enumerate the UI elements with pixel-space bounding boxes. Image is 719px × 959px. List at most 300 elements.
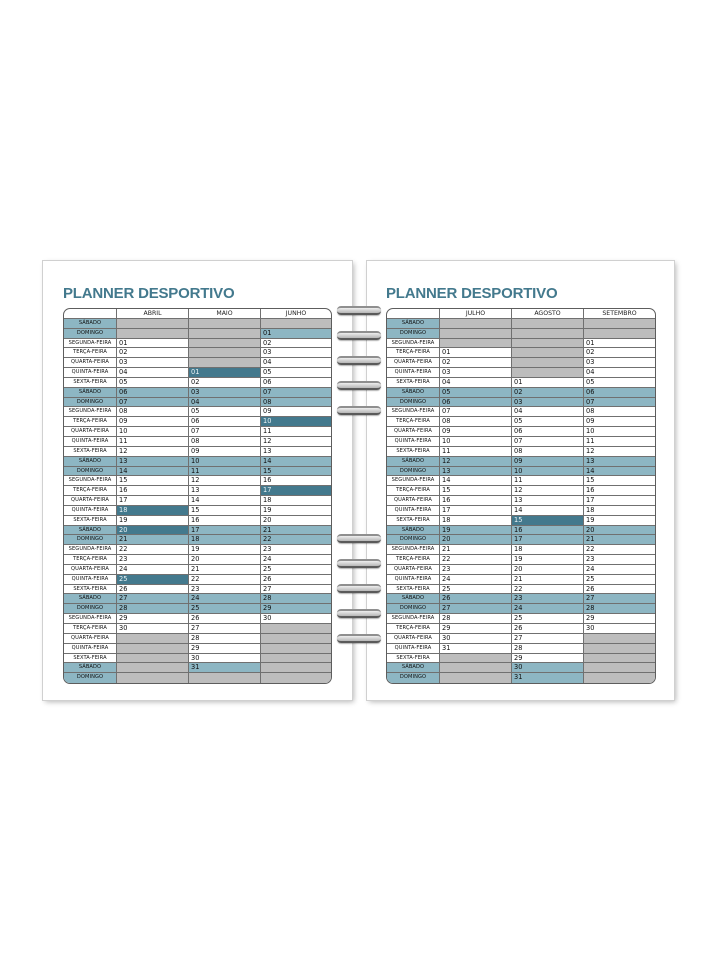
date-cell: 21 [584, 535, 655, 545]
weekday-label: QUINTA-FEIRA [64, 506, 117, 516]
date-cell: 17 [584, 496, 655, 506]
date-cell: 08 [584, 407, 655, 417]
empty-cell [261, 654, 331, 664]
date-cell: 27 [189, 624, 261, 634]
date-cell: 23 [440, 565, 512, 575]
date-cell: 05 [440, 388, 512, 398]
date-cell: 02 [117, 348, 189, 358]
date-cell: 30 [189, 654, 261, 664]
date-cell: 20 [117, 526, 189, 536]
page-title: PLANNER DESPORTIVO [63, 285, 235, 302]
weekday-label: QUARTA-FEIRA [64, 496, 117, 506]
empty-cell [584, 634, 655, 644]
date-cell: 26 [584, 585, 655, 595]
date-cell: 07 [189, 427, 261, 437]
date-cell: 11 [440, 447, 512, 457]
date-cell: 27 [440, 604, 512, 614]
date-cell: 07 [440, 407, 512, 417]
empty-cell [117, 644, 189, 654]
date-cell: 04 [261, 358, 331, 368]
date-cell: 26 [512, 624, 584, 634]
date-cell: 05 [512, 417, 584, 427]
date-cell: 24 [261, 555, 331, 565]
date-cell: 04 [584, 368, 655, 378]
date-cell: 12 [440, 457, 512, 467]
date-cell: 10 [189, 457, 261, 467]
date-cell: 06 [440, 398, 512, 408]
date-cell: 05 [117, 378, 189, 388]
weekday-label: TERÇA-FEIRA [387, 417, 440, 427]
date-cell: 10 [440, 437, 512, 447]
weekday-label: TERÇA-FEIRA [387, 348, 440, 358]
date-cell: 02 [189, 378, 261, 388]
date-cell: 23 [189, 585, 261, 595]
empty-cell [512, 358, 584, 368]
weekday-label: DOMINGO [64, 329, 117, 339]
weekday-label: SEGUNDA-FEIRA [387, 614, 440, 624]
date-cell: 08 [512, 447, 584, 457]
date-cell: 10 [584, 427, 655, 437]
date-cell: 16 [189, 516, 261, 526]
date-cell: 08 [189, 437, 261, 447]
date-cell: 11 [261, 427, 331, 437]
date-cell: 19 [261, 506, 331, 516]
date-cell: 17 [261, 486, 331, 496]
spiral-ring [337, 584, 381, 593]
planner-page-right [367, 261, 674, 700]
weekday-label: SEXTA-FEIRA [387, 447, 440, 457]
date-cell: 25 [189, 604, 261, 614]
weekday-label: SÁBADO [64, 526, 117, 536]
date-cell: 25 [261, 565, 331, 575]
date-cell: 30 [440, 634, 512, 644]
empty-cell [189, 319, 261, 329]
date-cell: 28 [189, 634, 261, 644]
weekday-label: TERÇA-FEIRA [387, 555, 440, 565]
date-cell: 01 [584, 339, 655, 349]
empty-cell [584, 663, 655, 673]
date-cell: 26 [117, 585, 189, 595]
weekday-label: QUINTA-FEIRA [64, 644, 117, 654]
date-cell: 25 [512, 614, 584, 624]
weekday-label: DOMINGO [387, 398, 440, 408]
date-cell: 28 [512, 644, 584, 654]
spiral-ring [337, 609, 381, 618]
weekday-label: QUARTA-FEIRA [387, 634, 440, 644]
empty-cell [440, 319, 512, 329]
date-cell: 13 [189, 486, 261, 496]
weekday-label: TERÇA-FEIRA [387, 486, 440, 496]
weekday-label: SEGUNDA-FEIRA [387, 339, 440, 349]
spiral-ring [337, 331, 381, 340]
page-title: PLANNER DESPORTIVO [386, 285, 558, 302]
empty-cell [261, 644, 331, 654]
date-cell: 20 [512, 565, 584, 575]
date-cell: 02 [584, 348, 655, 358]
date-cell: 26 [440, 594, 512, 604]
date-cell: 22 [189, 575, 261, 585]
weekday-label: SEXTA-FEIRA [64, 378, 117, 388]
weekday-label: TERÇA-FEIRA [64, 486, 117, 496]
date-cell: 31 [440, 644, 512, 654]
date-cell: 18 [261, 496, 331, 506]
date-cell: 12 [261, 437, 331, 447]
weekday-label: SEGUNDA-FEIRA [387, 476, 440, 486]
empty-cell [117, 654, 189, 664]
empty-cell [584, 319, 655, 329]
date-cell: 31 [189, 663, 261, 673]
date-cell: 19 [512, 555, 584, 565]
date-cell: 13 [261, 447, 331, 457]
date-cell: 13 [117, 457, 189, 467]
date-cell: 12 [512, 486, 584, 496]
weekday-label: SEGUNDA-FEIRA [64, 545, 117, 555]
date-cell: 17 [440, 506, 512, 516]
date-cell: 22 [584, 545, 655, 555]
date-cell: 18 [117, 506, 189, 516]
date-cell: 07 [584, 398, 655, 408]
date-cell: 05 [261, 368, 331, 378]
empty-cell [261, 634, 331, 644]
weekday-label: QUINTA-FEIRA [64, 368, 117, 378]
date-cell: 23 [261, 545, 331, 555]
spiral-ring [337, 356, 381, 365]
spiral-ring [337, 534, 381, 543]
empty-cell [440, 673, 512, 683]
weekday-label: SEGUNDA-FEIRA [64, 614, 117, 624]
weekday-label: QUARTA-FEIRA [387, 496, 440, 506]
calendar-grid [64, 309, 331, 683]
weekday-label: TERÇA-FEIRA [64, 555, 117, 565]
date-cell: 28 [117, 604, 189, 614]
weekday-label: SÁBADO [387, 457, 440, 467]
date-cell: 14 [189, 496, 261, 506]
weekday-label: DOMINGO [387, 329, 440, 339]
weekday-label: QUARTA-FEIRA [387, 565, 440, 575]
date-cell: 03 [584, 358, 655, 368]
date-cell: 21 [117, 535, 189, 545]
date-cell: 20 [440, 535, 512, 545]
weekday-label: SEXTA-FEIRA [387, 516, 440, 526]
date-cell: 15 [584, 476, 655, 486]
date-cell: 28 [261, 594, 331, 604]
date-cell: 30 [117, 624, 189, 634]
empty-cell [117, 319, 189, 329]
date-cell: 28 [584, 604, 655, 614]
date-cell: 11 [189, 467, 261, 477]
weekday-label: SEXTA-FEIRA [387, 585, 440, 595]
date-cell: 04 [440, 378, 512, 388]
empty-cell [189, 329, 261, 339]
weekday-label: SÁBADO [64, 388, 117, 398]
empty-cell [512, 319, 584, 329]
date-cell: 07 [512, 437, 584, 447]
month-header: SETEMBRO [584, 309, 655, 319]
date-cell: 18 [189, 535, 261, 545]
empty-cell [440, 339, 512, 349]
weekday-label: DOMINGO [64, 467, 117, 477]
weekday-label: TERÇA-FEIRA [387, 624, 440, 634]
weekday-label: DOMINGO [387, 604, 440, 614]
empty-cell [261, 624, 331, 634]
date-cell: 14 [261, 457, 331, 467]
date-cell: 07 [117, 398, 189, 408]
date-cell: 29 [117, 614, 189, 624]
date-cell: 23 [117, 555, 189, 565]
weekday-label: QUARTA-FEIRA [387, 427, 440, 437]
weekday-label: SEGUNDA-FEIRA [387, 407, 440, 417]
date-cell: 04 [117, 368, 189, 378]
date-cell: 17 [189, 526, 261, 536]
date-cell: 18 [512, 545, 584, 555]
weekday-label: SÁBADO [64, 319, 117, 329]
date-cell: 12 [189, 476, 261, 486]
date-cell: 01 [512, 378, 584, 388]
empty-cell [189, 348, 261, 358]
date-cell: 29 [189, 644, 261, 654]
empty-cell [261, 319, 331, 329]
date-cell: 13 [440, 467, 512, 477]
weekday-label: SÁBADO [387, 388, 440, 398]
date-cell: 09 [512, 457, 584, 467]
date-cell: 09 [189, 447, 261, 457]
spiral-ring [337, 306, 381, 315]
date-cell: 22 [440, 555, 512, 565]
date-cell: 06 [584, 388, 655, 398]
date-cell: 02 [440, 358, 512, 368]
month-header: AGOSTO [512, 309, 584, 319]
empty-cell [584, 673, 655, 683]
empty-cell [117, 329, 189, 339]
empty-cell [512, 368, 584, 378]
spiral-ring [337, 634, 381, 643]
date-cell: 09 [584, 417, 655, 427]
date-cell: 29 [261, 604, 331, 614]
date-cell: 27 [584, 594, 655, 604]
date-cell: 08 [261, 398, 331, 408]
date-cell: 20 [189, 555, 261, 565]
date-cell: 19 [189, 545, 261, 555]
empty-cell [261, 663, 331, 673]
date-cell: 06 [512, 427, 584, 437]
weekday-label: SÁBADO [387, 663, 440, 673]
date-cell: 01 [189, 368, 261, 378]
empty-cell [584, 654, 655, 664]
date-cell: 14 [584, 467, 655, 477]
date-cell: 15 [117, 476, 189, 486]
weekday-label: QUINTA-FEIRA [64, 575, 117, 585]
date-cell: 29 [512, 654, 584, 664]
weekday-label: DOMINGO [387, 535, 440, 545]
calendar-grid [387, 309, 655, 683]
weekday-label: SEXTA-FEIRA [387, 378, 440, 388]
date-cell: 09 [117, 417, 189, 427]
date-cell: 15 [512, 516, 584, 526]
date-cell: 08 [440, 417, 512, 427]
date-cell: 23 [584, 555, 655, 565]
empty-cell [584, 644, 655, 654]
empty-cell [117, 673, 189, 683]
weekday-label: QUINTA-FEIRA [387, 575, 440, 585]
corner-cell [64, 309, 117, 319]
weekday-label: QUARTA-FEIRA [64, 634, 117, 644]
weekday-label: SÁBADO [64, 594, 117, 604]
date-cell: 11 [584, 437, 655, 447]
date-cell: 10 [512, 467, 584, 477]
weekday-label: SEGUNDA-FEIRA [387, 545, 440, 555]
weekday-label: SÁBADO [387, 526, 440, 536]
weekday-label: TERÇA-FEIRA [64, 624, 117, 634]
calendar-table [386, 308, 656, 684]
weekday-label: SEXTA-FEIRA [387, 654, 440, 664]
month-header: ABRIL [117, 309, 189, 319]
date-cell: 26 [261, 575, 331, 585]
date-cell: 27 [117, 594, 189, 604]
empty-cell [512, 348, 584, 358]
spiral-ring [337, 381, 381, 390]
date-cell: 15 [189, 506, 261, 516]
date-cell: 14 [512, 506, 584, 516]
weekday-label: SEGUNDA-FEIRA [64, 476, 117, 486]
date-cell: 03 [512, 398, 584, 408]
date-cell: 13 [584, 457, 655, 467]
date-cell: 19 [117, 516, 189, 526]
date-cell: 29 [440, 624, 512, 634]
weekday-label: QUINTA-FEIRA [387, 368, 440, 378]
date-cell: 30 [584, 624, 655, 634]
weekday-label: SÁBADO [64, 663, 117, 673]
weekday-label: QUARTA-FEIRA [64, 565, 117, 575]
empty-cell [261, 673, 331, 683]
date-cell: 02 [261, 339, 331, 349]
weekday-label: DOMINGO [64, 535, 117, 545]
date-cell: 24 [440, 575, 512, 585]
date-cell: 03 [440, 368, 512, 378]
month-header: JUNHO [261, 309, 331, 319]
weekday-label: SEXTA-FEIRA [64, 516, 117, 526]
date-cell: 20 [584, 526, 655, 536]
date-cell: 27 [261, 585, 331, 595]
month-header: JULHO [440, 309, 512, 319]
date-cell: 25 [440, 585, 512, 595]
date-cell: 14 [440, 476, 512, 486]
date-cell: 09 [261, 407, 331, 417]
weekday-label: DOMINGO [387, 467, 440, 477]
date-cell: 17 [512, 535, 584, 545]
date-cell: 24 [117, 565, 189, 575]
date-cell: 22 [512, 585, 584, 595]
date-cell: 15 [261, 467, 331, 477]
date-cell: 13 [512, 496, 584, 506]
date-cell: 21 [189, 565, 261, 575]
date-cell: 18 [440, 516, 512, 526]
planner-page-left [43, 261, 352, 700]
date-cell: 03 [189, 388, 261, 398]
empty-cell [117, 634, 189, 644]
weekday-label: SEXTA-FEIRA [64, 585, 117, 595]
date-cell: 16 [512, 526, 584, 536]
date-cell: 02 [512, 388, 584, 398]
empty-cell [584, 329, 655, 339]
weekday-label: TERÇA-FEIRA [64, 348, 117, 358]
date-cell: 10 [261, 417, 331, 427]
weekday-label: QUINTA-FEIRA [64, 437, 117, 447]
empty-cell [512, 339, 584, 349]
date-cell: 01 [440, 348, 512, 358]
date-cell: 20 [261, 516, 331, 526]
date-cell: 30 [512, 663, 584, 673]
date-cell: 22 [117, 545, 189, 555]
date-cell: 16 [261, 476, 331, 486]
date-cell: 23 [512, 594, 584, 604]
date-cell: 03 [261, 348, 331, 358]
date-cell: 06 [189, 417, 261, 427]
date-cell: 16 [440, 496, 512, 506]
calendar-table [63, 308, 332, 684]
date-cell: 21 [261, 526, 331, 536]
empty-cell [440, 663, 512, 673]
date-cell: 12 [117, 447, 189, 457]
weekday-label: QUARTA-FEIRA [64, 358, 117, 368]
weekday-label: DOMINGO [64, 398, 117, 408]
weekday-label: QUINTA-FEIRA [387, 437, 440, 447]
weekday-label: QUARTA-FEIRA [387, 358, 440, 368]
weekday-label: DOMINGO [64, 604, 117, 614]
date-cell: 01 [261, 329, 331, 339]
weekday-label: DOMINGO [387, 673, 440, 683]
date-cell: 29 [584, 614, 655, 624]
weekday-label: SÁBADO [387, 594, 440, 604]
date-cell: 14 [117, 467, 189, 477]
date-cell: 09 [440, 427, 512, 437]
date-cell: 06 [117, 388, 189, 398]
weekday-label: DOMINGO [64, 673, 117, 683]
empty-cell [440, 329, 512, 339]
weekday-label: QUINTA-FEIRA [387, 644, 440, 654]
date-cell: 22 [261, 535, 331, 545]
date-cell: 04 [512, 407, 584, 417]
date-cell: 03 [117, 358, 189, 368]
date-cell: 11 [512, 476, 584, 486]
weekday-label: SEGUNDA-FEIRA [64, 339, 117, 349]
empty-cell [189, 673, 261, 683]
date-cell: 30 [261, 614, 331, 624]
date-cell: 25 [584, 575, 655, 585]
date-cell: 28 [440, 614, 512, 624]
weekday-label: QUINTA-FEIRA [387, 506, 440, 516]
date-cell: 05 [584, 378, 655, 388]
date-cell: 18 [584, 506, 655, 516]
date-cell: 26 [189, 614, 261, 624]
date-cell: 06 [261, 378, 331, 388]
empty-cell [117, 663, 189, 673]
date-cell: 21 [512, 575, 584, 585]
empty-cell [440, 654, 512, 664]
date-cell: 04 [189, 398, 261, 408]
weekday-label: SEGUNDA-FEIRA [64, 407, 117, 417]
date-cell: 21 [440, 545, 512, 555]
weekday-label: SÁBADO [64, 457, 117, 467]
date-cell: 17 [117, 496, 189, 506]
empty-cell [189, 339, 261, 349]
month-header: MAIO [189, 309, 261, 319]
weekday-label: SEXTA-FEIRA [64, 447, 117, 457]
date-cell: 31 [512, 673, 584, 683]
date-cell: 19 [584, 516, 655, 526]
date-cell: 12 [584, 447, 655, 457]
date-cell: 24 [584, 565, 655, 575]
date-cell: 15 [440, 486, 512, 496]
